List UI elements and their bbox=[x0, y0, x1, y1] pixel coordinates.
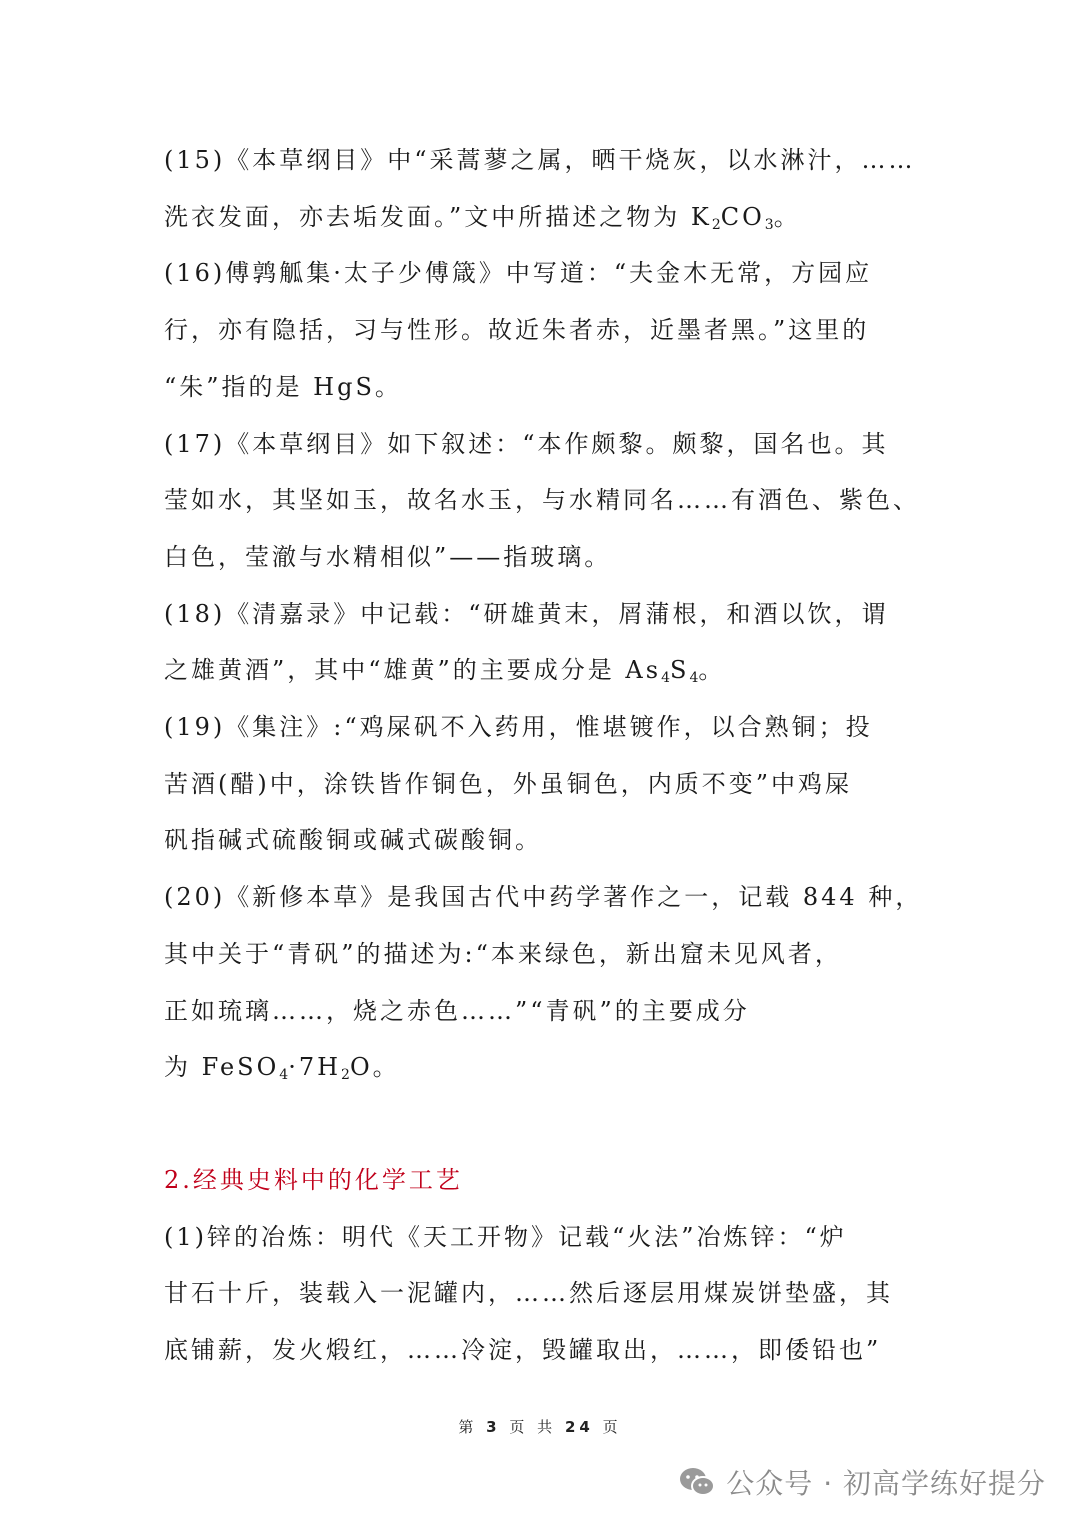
text-segment: 。 bbox=[698, 656, 726, 685]
section-title: 2.经典史料中的化学工艺 bbox=[164, 1165, 463, 1194]
text-segment: 为 FeSO bbox=[164, 1053, 280, 1082]
subscript: 4 bbox=[689, 670, 699, 687]
paragraph-20 bbox=[164, 869, 924, 1096]
watermark bbox=[678, 1462, 1046, 1502]
text-line: 矾指碱式硫酸铜或碱式碳酸铜。 bbox=[164, 826, 542, 855]
text-line: 莹如水，其坚如玉，故名水玉，与水精同名……有酒色、紫色、 bbox=[164, 486, 920, 515]
text-line: 行，亦有隐括，习与性形。故近朱者赤，近墨者黑。”这里的 bbox=[164, 316, 870, 345]
text-line: 白色，莹澈与水精相似”——指玻璃。 bbox=[164, 542, 612, 571]
total-pages-number: 24 bbox=[564, 1418, 594, 1436]
text-line: 甘石十斤，装载入一泥罐内，……然后逐层用煤炭饼垫盛，其 bbox=[164, 1279, 893, 1308]
paragraph-15 bbox=[164, 132, 924, 245]
text-segment: CO bbox=[720, 202, 765, 231]
text-segment: 洗衣发面，亦去垢发面。”文中所描述之物为 K bbox=[164, 202, 712, 231]
paragraph-17 bbox=[164, 416, 924, 586]
subscript: 3 bbox=[764, 216, 774, 233]
section-spacer bbox=[164, 1096, 924, 1152]
paragraph-16 bbox=[164, 245, 924, 415]
text-line: (19)《集注》:“鸡屎矾不入药用，惟堪镀作，以合熟铜；投 bbox=[164, 713, 873, 742]
page-content bbox=[164, 132, 924, 1379]
subscript: 4 bbox=[661, 670, 671, 687]
text-segment: S bbox=[670, 656, 690, 685]
text-line: 底铺薪，发火煅红，……冷淀，毁罐取出，……，即倭铅也” bbox=[164, 1336, 882, 1365]
paragraph-19 bbox=[164, 699, 924, 869]
text-line: (15)《本草纲目》中“采蒿蓼之属，晒干烧灰，以水淋汁，…… bbox=[164, 146, 916, 174]
text-line bbox=[164, 189, 924, 246]
text-segment: 之雄黄酒”，其中“雄黄”的主要成分是 As bbox=[164, 656, 662, 685]
subscript: 2 bbox=[341, 1067, 350, 1084]
text-line: “朱”指的是 HgS。 bbox=[164, 372, 402, 401]
text-segment: O。 bbox=[349, 1053, 400, 1082]
text-line: (17)《本草纲目》如下叙述：“本作颇黎。颇黎，国名也。其 bbox=[164, 429, 889, 458]
current-page-number: 3 bbox=[486, 1418, 501, 1436]
text-line: 苦酒(醋)中，涂铁皆作铜色，外虽铜色，内质不变”中鸡屎 bbox=[164, 769, 852, 798]
text-line: (1)锌的冶炼：明代《天工开物》记载“火法”冶炼锌：“炉 bbox=[164, 1222, 847, 1251]
paragraph-18 bbox=[164, 586, 924, 699]
footer-prefix: 第 bbox=[458, 1418, 478, 1436]
text-line bbox=[164, 642, 924, 699]
text-line: 正如琉璃……，烧之赤色……”“青矾”的主要成分 bbox=[164, 996, 750, 1025]
subscript: 2 bbox=[711, 216, 721, 233]
text-segment: 。 bbox=[773, 202, 801, 231]
footer-suffix: 页 bbox=[602, 1418, 622, 1436]
text-segment: ·7H bbox=[288, 1053, 342, 1082]
watermark-text: 公众号 · 初高学练好提分 bbox=[726, 1467, 1046, 1500]
page-footer bbox=[0, 1416, 1080, 1437]
text-line bbox=[164, 1039, 924, 1096]
text-line: 其中关于“青矾”的描述为:“本来绿色，新出窟未见风者， bbox=[164, 939, 842, 968]
text-line: (20)《新修本草》是我国古代中药学著作之一，记载 844 种， bbox=[164, 883, 923, 912]
footer-middle: 页 共 bbox=[509, 1418, 557, 1436]
paragraph-s2-1 bbox=[164, 1209, 924, 1379]
text-line: (16)傅鹑觚集·太子少傅箴》中写道：“夫金木无常，方园应 bbox=[164, 259, 873, 288]
subscript: 4 bbox=[279, 1067, 289, 1084]
text-line: (18)《清嘉录》中记载：“研雄黄末，屑蒲根，和酒以饮，谓 bbox=[164, 599, 889, 628]
wechat-icon bbox=[678, 1466, 716, 1498]
